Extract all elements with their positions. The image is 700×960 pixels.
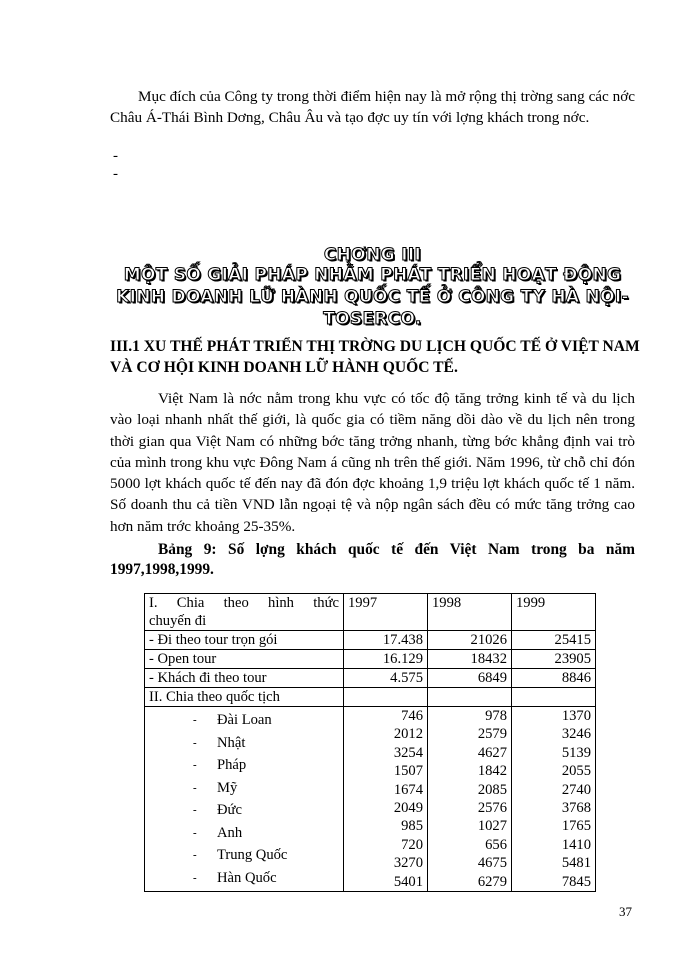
bullet: - bbox=[193, 714, 197, 726]
cell-value: 5139 bbox=[561, 744, 591, 761]
cell-value: 16.129 bbox=[344, 650, 428, 669]
cell-value: 1410 bbox=[561, 836, 591, 853]
nationality-item bbox=[149, 732, 339, 755]
values-1999-cell bbox=[512, 707, 596, 892]
bullet: - bbox=[193, 759, 197, 771]
nationality-item bbox=[149, 822, 339, 845]
row-label: - Khách đi theo tour bbox=[145, 669, 344, 688]
statistics-table bbox=[144, 593, 596, 892]
cell-value: 720 bbox=[401, 836, 423, 853]
section-heading: III.1 XU THẾ PHÁT TRIỂN THỊ TRỜNG DU LỊCH QUỐC TẾ Ở VIỆT NAM VÀ CƠ HỘI KINH DOANH LỮ HÀNH QUỐC TẾ. bbox=[110, 338, 640, 376]
table-row bbox=[145, 631, 596, 650]
cell-value: 21026 bbox=[428, 631, 512, 650]
cell-value: 6279 bbox=[477, 873, 507, 890]
cell-value: 18432 bbox=[428, 650, 512, 669]
header-label-line1: I. Chia theo hình thức bbox=[149, 595, 339, 611]
row-label: - Đi theo tour trọn gói bbox=[145, 631, 344, 650]
cell-value: 17.438 bbox=[344, 631, 428, 650]
cell-value: 4627 bbox=[477, 744, 507, 761]
cell-value: 2012 bbox=[393, 726, 423, 743]
nationality-item bbox=[149, 709, 339, 732]
bullet: - bbox=[193, 826, 197, 839]
nationality-item bbox=[149, 754, 339, 777]
cell-value: 1507 bbox=[393, 763, 423, 780]
cell-value: 1674 bbox=[393, 781, 423, 798]
table-header-row bbox=[145, 594, 596, 631]
cell-value: 5481 bbox=[561, 855, 591, 872]
cell-value: 656 bbox=[485, 836, 507, 853]
cell-value: 8846 bbox=[512, 669, 596, 688]
table-row bbox=[145, 650, 596, 669]
header-label-line2: chuyến đi bbox=[149, 613, 207, 629]
cell-value: 3270 bbox=[393, 855, 423, 872]
cell-value: 3246 bbox=[561, 726, 591, 743]
values-1997-cell bbox=[344, 707, 428, 892]
nationality-name: Đức bbox=[217, 802, 242, 818]
cell-value: 2740 bbox=[561, 781, 591, 798]
cell-value: 2085 bbox=[477, 781, 507, 798]
nationality-name: Nhật bbox=[217, 734, 246, 751]
header-year-1997: 1997 bbox=[344, 594, 428, 631]
bullet: - bbox=[193, 871, 197, 884]
cell-value: 978 bbox=[485, 708, 507, 724]
list-dash-1: - bbox=[113, 148, 118, 164]
cell-value: 3768 bbox=[561, 800, 591, 817]
nationality-name: Mỹ bbox=[217, 779, 238, 796]
body-paragraph: Việt Nam là nớc nằm trong khu vực có tốc độ tăng trởng kinh tế và du lịch vào loại nhanh nhất thế giới, là quốc gia có tiềm năng dồi dào về du lịch nên trong thời gian qua Việt Nam có những bớc tăng trởng nhanh, từng bớc khẳng định vai trò của mình trong khu vực Đông Nam á cũng nh trên thế giới. Năm 1996, từ chỗ chỉ đón 5000 lợt khách quốc tế đến nay đã đón đợc khoảng 1,9 triệu lợt khách quốc tế 1 năm. Số doanh thu cả tiền VND lẫn ngoại tệ và nộp ngân sách đều có mức tăng trởng cao hơn năm trớc khoảng 25-35%. bbox=[110, 390, 635, 535]
nationality-list-cell bbox=[145, 707, 344, 892]
nationality-name: Anh bbox=[217, 824, 243, 841]
list-dash-2: - bbox=[113, 166, 118, 182]
cell-value: 6849 bbox=[428, 669, 512, 688]
empty-cell bbox=[344, 688, 428, 707]
nationality-block-row bbox=[145, 707, 596, 892]
cell-value: 2579 bbox=[477, 726, 507, 743]
bullet: - bbox=[193, 849, 197, 861]
empty-cell bbox=[512, 688, 596, 707]
header-year-1998: 1998 bbox=[428, 594, 512, 631]
nationality-item bbox=[149, 777, 339, 800]
nationality-name: Pháp bbox=[217, 757, 247, 773]
nationality-name: Trung Quốc bbox=[217, 847, 288, 863]
cell-value: 1765 bbox=[561, 818, 591, 835]
nationality-item bbox=[149, 844, 339, 867]
cell-value: 23905 bbox=[512, 650, 596, 669]
cell-value: 2055 bbox=[561, 763, 591, 780]
cell-value: 1027 bbox=[477, 818, 507, 835]
header-year-1999: 1999 bbox=[512, 594, 596, 631]
row-label: - Open tour bbox=[145, 650, 344, 669]
nationality-name: Đài Loan bbox=[217, 712, 272, 728]
chapter-title: CHƠNG III bbox=[323, 245, 422, 265]
header-label-cell bbox=[145, 594, 344, 631]
page-number: 37 bbox=[619, 904, 632, 919]
cell-value: 5401 bbox=[393, 873, 423, 890]
table-caption: Bảng 9: Số lợng khách quốc tế đến Việt Nam trong ba năm 1997,1998,1999. bbox=[110, 541, 635, 578]
cell-value: 1370 bbox=[561, 708, 591, 724]
nationality-section-header: II. Chia theo quốc tịch bbox=[145, 688, 344, 707]
table-row bbox=[145, 669, 596, 688]
cell-value: 746 bbox=[401, 708, 423, 724]
cell-value: 2049 bbox=[393, 800, 423, 817]
chapter-subtitle: MỘT SỐ GIẢI PHÁP NHẰM PHÁT TRIỂN HOẠT ĐỘNG KINH DOANH LỮ HÀNH QUỐC TẾ Ở CÔNG TY HÀ NỘI-TOSERCO. bbox=[116, 265, 629, 329]
values-1998-cell bbox=[428, 707, 512, 892]
bullet: - bbox=[193, 804, 197, 816]
cell-value: 985 bbox=[401, 818, 423, 835]
cell-value: 3254 bbox=[393, 744, 423, 761]
nationality-item bbox=[149, 867, 339, 890]
table-row bbox=[145, 688, 596, 707]
empty-cell bbox=[428, 688, 512, 707]
intro-paragraph: Mục đích của Công ty trong thời điểm hiện nay là mở rộng thị trờng sang các nớc Châu Á-Thái Bình Dơng, Châu Âu và tạo đợc uy tín với lợng khách trong nớc. bbox=[110, 88, 635, 127]
bullet: - bbox=[193, 736, 197, 749]
nationality-item bbox=[149, 799, 339, 822]
cell-value: 4.575 bbox=[344, 669, 428, 688]
bullet: - bbox=[193, 781, 197, 794]
nationality-name: Hàn Quốc bbox=[217, 869, 277, 886]
cell-value: 1842 bbox=[477, 763, 507, 780]
cell-value: 7845 bbox=[561, 873, 591, 890]
cell-value: 2576 bbox=[477, 800, 507, 817]
cell-value: 4675 bbox=[477, 855, 507, 872]
cell-value: 25415 bbox=[512, 631, 596, 650]
